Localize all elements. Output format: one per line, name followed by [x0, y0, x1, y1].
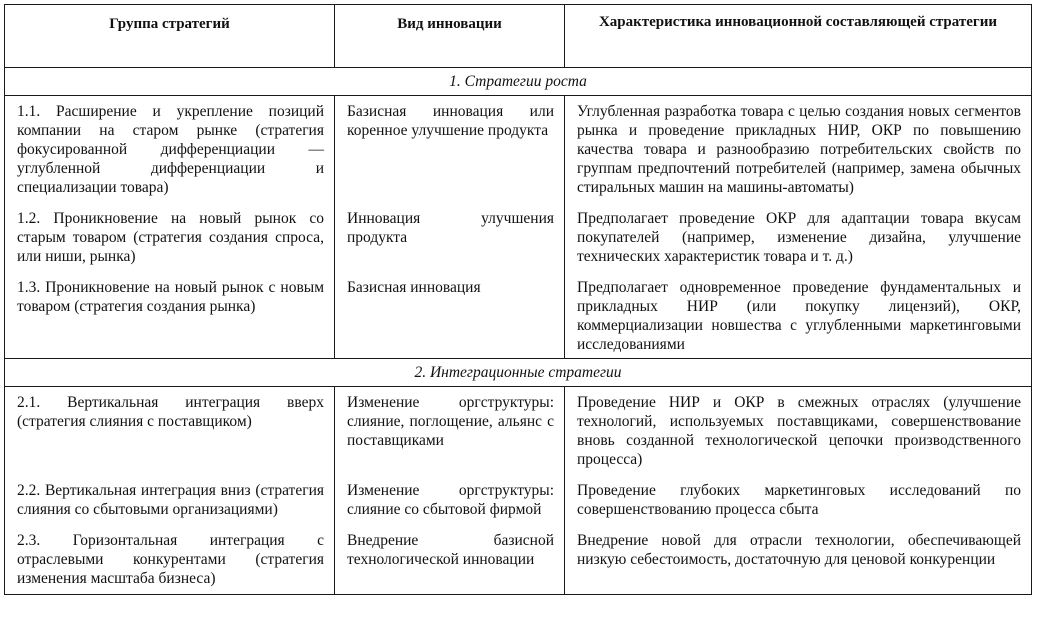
cell-characteristic: Углубленная разработка товара с целью создания новых сегментов рынка и проведение прикладных НИР, ОКР по повышению качества товара и разнообразию потребительских свойств по группам предпочтений потребителей (например, замена обычных стиральных машин на машины-автоматы): [565, 96, 1032, 198]
table-row: [5, 387, 1032, 470]
cell-group: 1.3. Проникновение на новый рынок с новым товаром (стратегия создания рынка): [5, 266, 335, 359]
cell-group: 2.3. Горизонтальная интеграция с отраслевыми конкурентами (стратегия изменения масштаба бизнеса): [5, 519, 335, 595]
cell-characteristic: Внедрение новой для отрасли технологии, обеспечивающей низкую себестоимость, достаточную для ценовой конкуренции: [565, 519, 1032, 595]
cell-characteristic: Предполагает проведение ОКР для адаптации товара вкусам покупателей (например, изменение дизайна, улучшение технических характеристик товара и т. д.): [565, 197, 1032, 266]
header-innovation-type: Вид инновации: [335, 5, 565, 68]
table-row: [5, 519, 1032, 595]
cell-innovation-type: Базисная инновация: [335, 266, 565, 359]
table-row: [5, 469, 1032, 519]
cell-innovation-type: Изменение оргструктуры: слияние со сбытовой фирмой: [335, 469, 565, 519]
cell-characteristic: Проведение глубоких маркетинговых исследований по совершенствованию процесса сбыта: [565, 469, 1032, 519]
section-row-integration: [5, 359, 1032, 387]
cell-innovation-type: Базисная инновация или коренное улучшение продукта: [335, 96, 565, 198]
cell-group: 1.1. Расширение и укрепление позиций компании на старом рынке (стратегия фокусированной дифференциации — углубленной дифференциации и специализации товара): [5, 96, 335, 198]
header-row: [5, 5, 1032, 68]
section-row-growth: [5, 68, 1032, 96]
table-row: [5, 96, 1032, 198]
table-row: [5, 266, 1032, 359]
section-title: 2. Интеграционные стратегии: [5, 359, 1032, 387]
table-body: [5, 68, 1032, 595]
cell-innovation-type: Изменение оргструктуры: слияние, поглощение, альянс с поставщиками: [335, 387, 565, 470]
cell-characteristic: Предполагает одновременное проведение фундаментальных и прикладных НИР (или покупку лицензий), ОКР, коммерциализации новшества с углубленными маркетинговыми исследованиями: [565, 266, 1032, 359]
cell-characteristic: Проведение НИР и ОКР в смежных отраслях (улучшение технологий, используемых поставщиками, совершенствование вновь созданной технологической цепочки производственного процесса): [565, 387, 1032, 470]
header-characteristic: Характеристика инновационной составляющей стратегии: [565, 5, 1032, 68]
table-row: [5, 197, 1032, 266]
cell-group: 2.2. Вертикальная интеграция вниз (стратегия слияния со сбытовыми организациями): [5, 469, 335, 519]
strategy-table: [4, 4, 1032, 595]
section-title: 1. Стратегии роста: [5, 68, 1032, 96]
cell-group: 1.2. Проникновение на новый рынок со старым товаром (стратегия создания спроса, или ниши, рынка): [5, 197, 335, 266]
cell-innovation-type: Внедрение базисной технологической инновации: [335, 519, 565, 595]
cell-group: 2.1. Вертикальная интеграция вверх (стратегия слияния с поставщиком): [5, 387, 335, 470]
header-group: Группа стратегий: [5, 5, 335, 68]
cell-innovation-type: Инновация улучшения продукта: [335, 197, 565, 266]
table-header: [5, 5, 1032, 68]
